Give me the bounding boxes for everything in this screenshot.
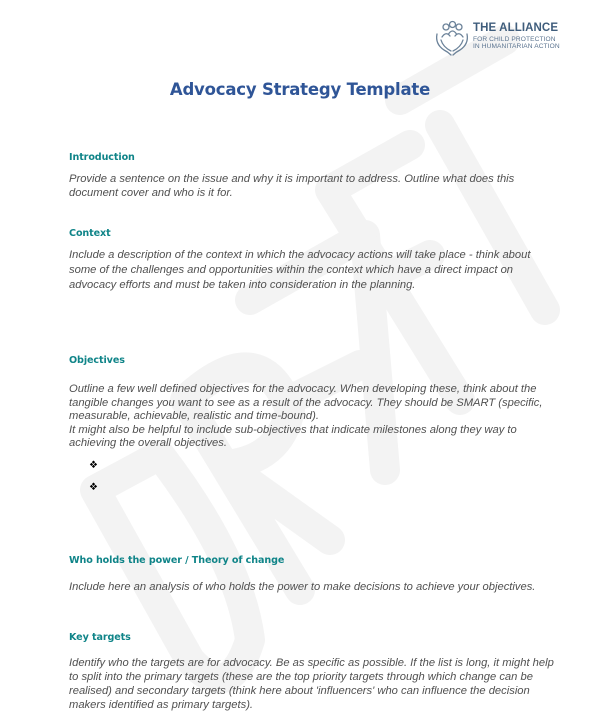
objectives-text <box>69 383 594 451</box>
context-text <box>69 248 594 293</box>
text-line: Include a description of the context in which the advocacy actions will take place - think about <box>69 249 531 261</box>
heading-context: Context <box>69 228 111 239</box>
introduction-text <box>69 172 594 200</box>
watermark-letter-d <box>95 455 250 678</box>
text-line: Include here an analysis of who holds the power to make decisions to achieve your objectives. <box>69 581 536 593</box>
heading-key-targets: Key targets <box>69 632 131 643</box>
logo-subtitle-line1: FOR CHILD PROTECTION <box>473 35 556 43</box>
heading-objectives: Objectives <box>69 355 125 366</box>
text-line: achieving the overall objectives. <box>69 437 227 449</box>
objective-bullet: ❖ <box>89 460 98 471</box>
text-line: Provide a sentence on the issue and why it is important to address. Outline what does this <box>69 173 515 185</box>
text-line: measurable, achievable, realistic and time-bound). <box>69 410 319 422</box>
power-text <box>69 580 594 594</box>
text-line: Outline a few well defined objectives for the advocacy. When developing these, think about the <box>69 383 537 395</box>
targets-text <box>69 656 594 712</box>
objective-bullet: ❖ <box>89 482 98 493</box>
text-line: advocacy efforts and must be taken into consideration in the planning. <box>69 279 416 291</box>
text-line: Identify who the targets are for advocacy. Be as specific as possible. If the list is long, it might help <box>69 657 554 669</box>
text-line: It might also be helpful to include sub-objectives that indicate milestones along they way to <box>69 423 517 436</box>
text-line: document cover and who is it for. <box>69 187 233 199</box>
text-line: to split into the primary targets (these are the top priority targets through which change can be <box>69 671 533 683</box>
hands-children-logo-icon <box>434 20 470 58</box>
text-line: some of the challenges and opportunities within the context which have a direct impact on <box>69 264 514 276</box>
logo-subtitle-line2: IN HUMANITARIAN ACTION <box>473 43 560 51</box>
logo-text <box>473 23 560 51</box>
text-line: makers identified as primary targets). <box>69 699 254 711</box>
heading-introduction: Introduction <box>69 152 135 163</box>
logo-title: THE ALLIANCE <box>473 22 559 34</box>
text-line: tangible changes you want to see as a result of the advocacy. They should be SMART (specific, <box>69 396 543 409</box>
alliance-logo <box>434 20 594 60</box>
text-line: realised) and secondary targets (think here about 'influencers' who can influence the decision <box>69 685 530 697</box>
document-title: Advocacy Strategy Template <box>169 80 431 99</box>
heading-who-holds-the-power: Who holds the power / Theory of change <box>69 555 285 566</box>
